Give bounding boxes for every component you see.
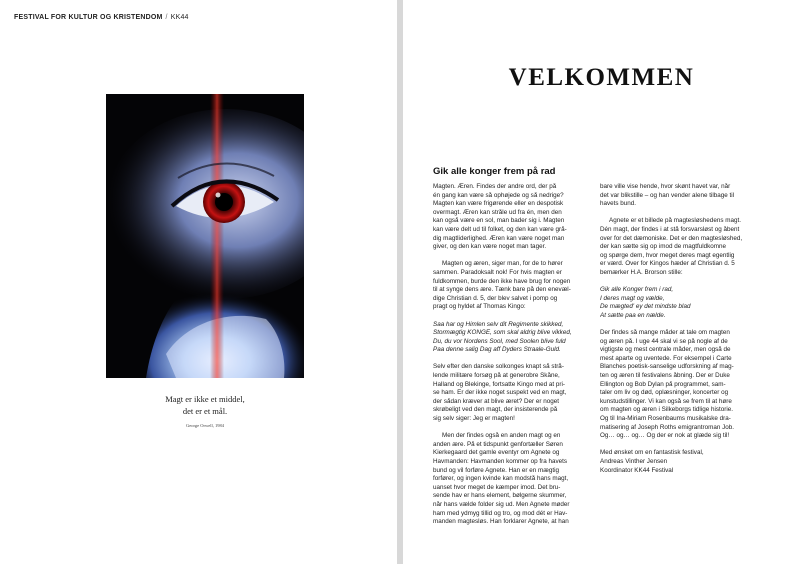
article-subhead: Gik alle konger frem på rad [433, 166, 556, 177]
text-line: over for det dæmoniske. Det er den magtesløshed, [600, 234, 743, 242]
paragraph [600, 217, 778, 277]
text-line: Og… og… og… Og der er nok at glæde sig til! [600, 432, 730, 440]
text-line: mest aparte og uventede. For eksempel i Carte [600, 354, 732, 362]
text-line: og spørge dem, hvor meget deres magt egentlig [600, 251, 735, 259]
text-line: Stormægtig KONGE, som skal aldrig blive vikked, [433, 329, 572, 337]
quote-attribution: George Orwell, 1984 [185, 423, 225, 428]
text-line: havets bund. [600, 200, 637, 208]
text-line: Magten kan være frigørende eller en despotisk [433, 200, 564, 208]
eye-photo [106, 94, 304, 378]
text-line: er værd. Over for Kingos hæder af Christian d. 5 [600, 260, 735, 268]
text-line: det var blikstille – og han vender alene tilbage til [600, 191, 735, 199]
text-line: Men der findes også en anden magt og en [442, 432, 561, 440]
text-line: der sådan kræver at blive æret? Der er noget [433, 397, 559, 405]
text-line: uanset hvor meget de kæmper imod. Det bru- [433, 483, 561, 491]
text-line: forfører, og ingen kvinde kan modstå hans magt, [433, 475, 569, 483]
quote-line: det er et mål. [182, 406, 228, 416]
paragraph [433, 432, 611, 527]
text-line: anden ære. På et tidspunkt genfortæller Søren [433, 440, 563, 448]
paragraph [433, 260, 611, 312]
text-line: giver, og den kan være noget man tager. [433, 243, 547, 251]
text-line: Du, du vor Nordens Sool, med Soolen blive fuld [433, 337, 566, 345]
text-line: Dén magt, der findes i at stå forsvarsløst og åbent [600, 225, 740, 233]
text-line: Gik alle Konger frem i rad, [600, 286, 674, 294]
paragraph [600, 183, 778, 209]
text-line: overmagt. Æren kan stråle ud fra én, men den [433, 208, 562, 216]
text-line: se ham. Er der ikke noget suspekt ved en magt, [433, 389, 567, 397]
text-line: bemærker H.A. Brorson stille: [600, 268, 683, 276]
text-line: skrøbeligt ved den magt, der insisterende på [433, 406, 558, 414]
text-line: matisering af Joseph Roths emigrantroman Job. [600, 423, 735, 431]
paragraph [433, 363, 611, 423]
text-line: De mægted' ey det mindste blad [600, 303, 691, 311]
text-line: Paa denne salig Dag aff Dyders Straale-Guld. [433, 346, 561, 354]
text-line: lende militære forsøg på at generobre Skåne, [433, 372, 560, 380]
text-column-right [600, 183, 778, 484]
text-line: og æren på. I uge 44 skal vi se på nogle af de [600, 337, 728, 345]
paragraph [600, 449, 778, 475]
text-line: kan være delt ud til folket, og den kan være grå- [433, 225, 567, 233]
text-line: når hans vælde folder sig ud. Men Agnete møder [433, 500, 570, 508]
text-line: sig selv siger: Jeg er magten! [433, 415, 515, 423]
text-line: ham med ydmyg tillid og tro, og mod dét er Hav- [433, 509, 568, 517]
text-line: ten og æren til festivalens åbning. Der er Duke [600, 372, 730, 380]
text-line: taler om liv og død, oplæsninger, koncerter og [600, 389, 729, 397]
text-line: fuldkommen, burde den ikke have brug for nogen [433, 277, 571, 285]
text-line: sammen. Paradoksalt nok! For hvis magten er [433, 268, 562, 276]
paragraph [433, 183, 611, 252]
text-line: pragt og hyldet af Thomas Kingo: [433, 303, 526, 311]
running-head-separator: / [165, 14, 168, 21]
paragraph [600, 286, 778, 320]
page-title: VELKOMMEN [508, 64, 695, 91]
quote [106, 393, 304, 417]
text-line: kan også være en sol, man bader sig i. Magten [433, 217, 565, 225]
text-line: der kan sætte sig op imod de magtfuldkomne [600, 243, 727, 251]
text-line: om magten og æren i Silkeborgs tidlige historie. [600, 406, 734, 414]
text-line: Blanches poetisk-sanselige udforskning af mag- [600, 363, 734, 371]
text-line: vigtigste og mest centrale måder, men også de [600, 346, 731, 354]
text-line: Magten. Æren. Findes der andre ord, der på [433, 183, 557, 190]
text-line: Selv efter den danske solkonges knapt så strå- [433, 363, 564, 371]
text-line: bund og vil forføre Agnete. Han er en mægtig [433, 466, 560, 474]
text-line: Ellington og Bob Dylan på programmet, sam- [600, 380, 726, 388]
quote-line: Magt er ikke et middel, [165, 394, 245, 404]
text-line: til at synge dens ære. Tænk bare på den enevæl- [433, 286, 571, 294]
text-line: Koordinator KK44 Festival [600, 466, 674, 474]
text-line: Agnete er et billede på magtesløshedens magt. [609, 217, 741, 225]
text-line: Kierkegaard det gamle eventyr om Agnete og [433, 449, 560, 457]
text-line: I deres magt og vælde, [600, 294, 665, 302]
text-line: Halland og Blekinge, fortsatte Kingo med at pri- [433, 380, 565, 388]
text-line: én gang kan være så ophøjede og så nedrige? [433, 191, 564, 199]
running-head-title: FESTIVAL FOR KULTUR OG KRISTENDOM [14, 14, 163, 21]
paragraph [600, 329, 778, 441]
text-line: bare ville vise hende, hvor skønt havet var, når [600, 183, 731, 190]
right-page [403, 0, 800, 564]
text-line: dige Christian d. 5, der blev salvet i pomp og [433, 294, 558, 302]
running-head [14, 14, 189, 21]
text-line: Havmanden: Havmanden kommer op fra havets [433, 458, 568, 465]
text-line: kunstudstillinger. Vi kan også se frem til at høre [600, 397, 732, 405]
text-line: Der findes så mange måder at tale om magten [600, 329, 730, 337]
text-line: Magten og æren, siger man, for de to hører [442, 260, 563, 268]
left-page [0, 0, 397, 564]
text-line: sende hav er hans element, bølgerne skummer, [433, 492, 567, 500]
text-line: dig magtliderlighed. Æren kan være noget man [433, 234, 565, 242]
text-line: Med ønsket om en fantastisk festival, [600, 449, 704, 457]
text-line: Saa har og Himlen selv dit Regimente skikked, [433, 320, 564, 328]
text-line: At sætte paa en nælde. [600, 311, 666, 319]
text-line: manden magtesløs. Han forklarer Agnete, at han [433, 518, 569, 526]
text-column-left [433, 183, 611, 535]
running-head-code: KK44 [170, 14, 189, 21]
text-line: Andreas Vinther Jensen [600, 458, 668, 465]
text-line: Og til Ina-Miriam Rosenbaums musikalske dra- [600, 415, 731, 423]
paragraph [433, 321, 611, 355]
